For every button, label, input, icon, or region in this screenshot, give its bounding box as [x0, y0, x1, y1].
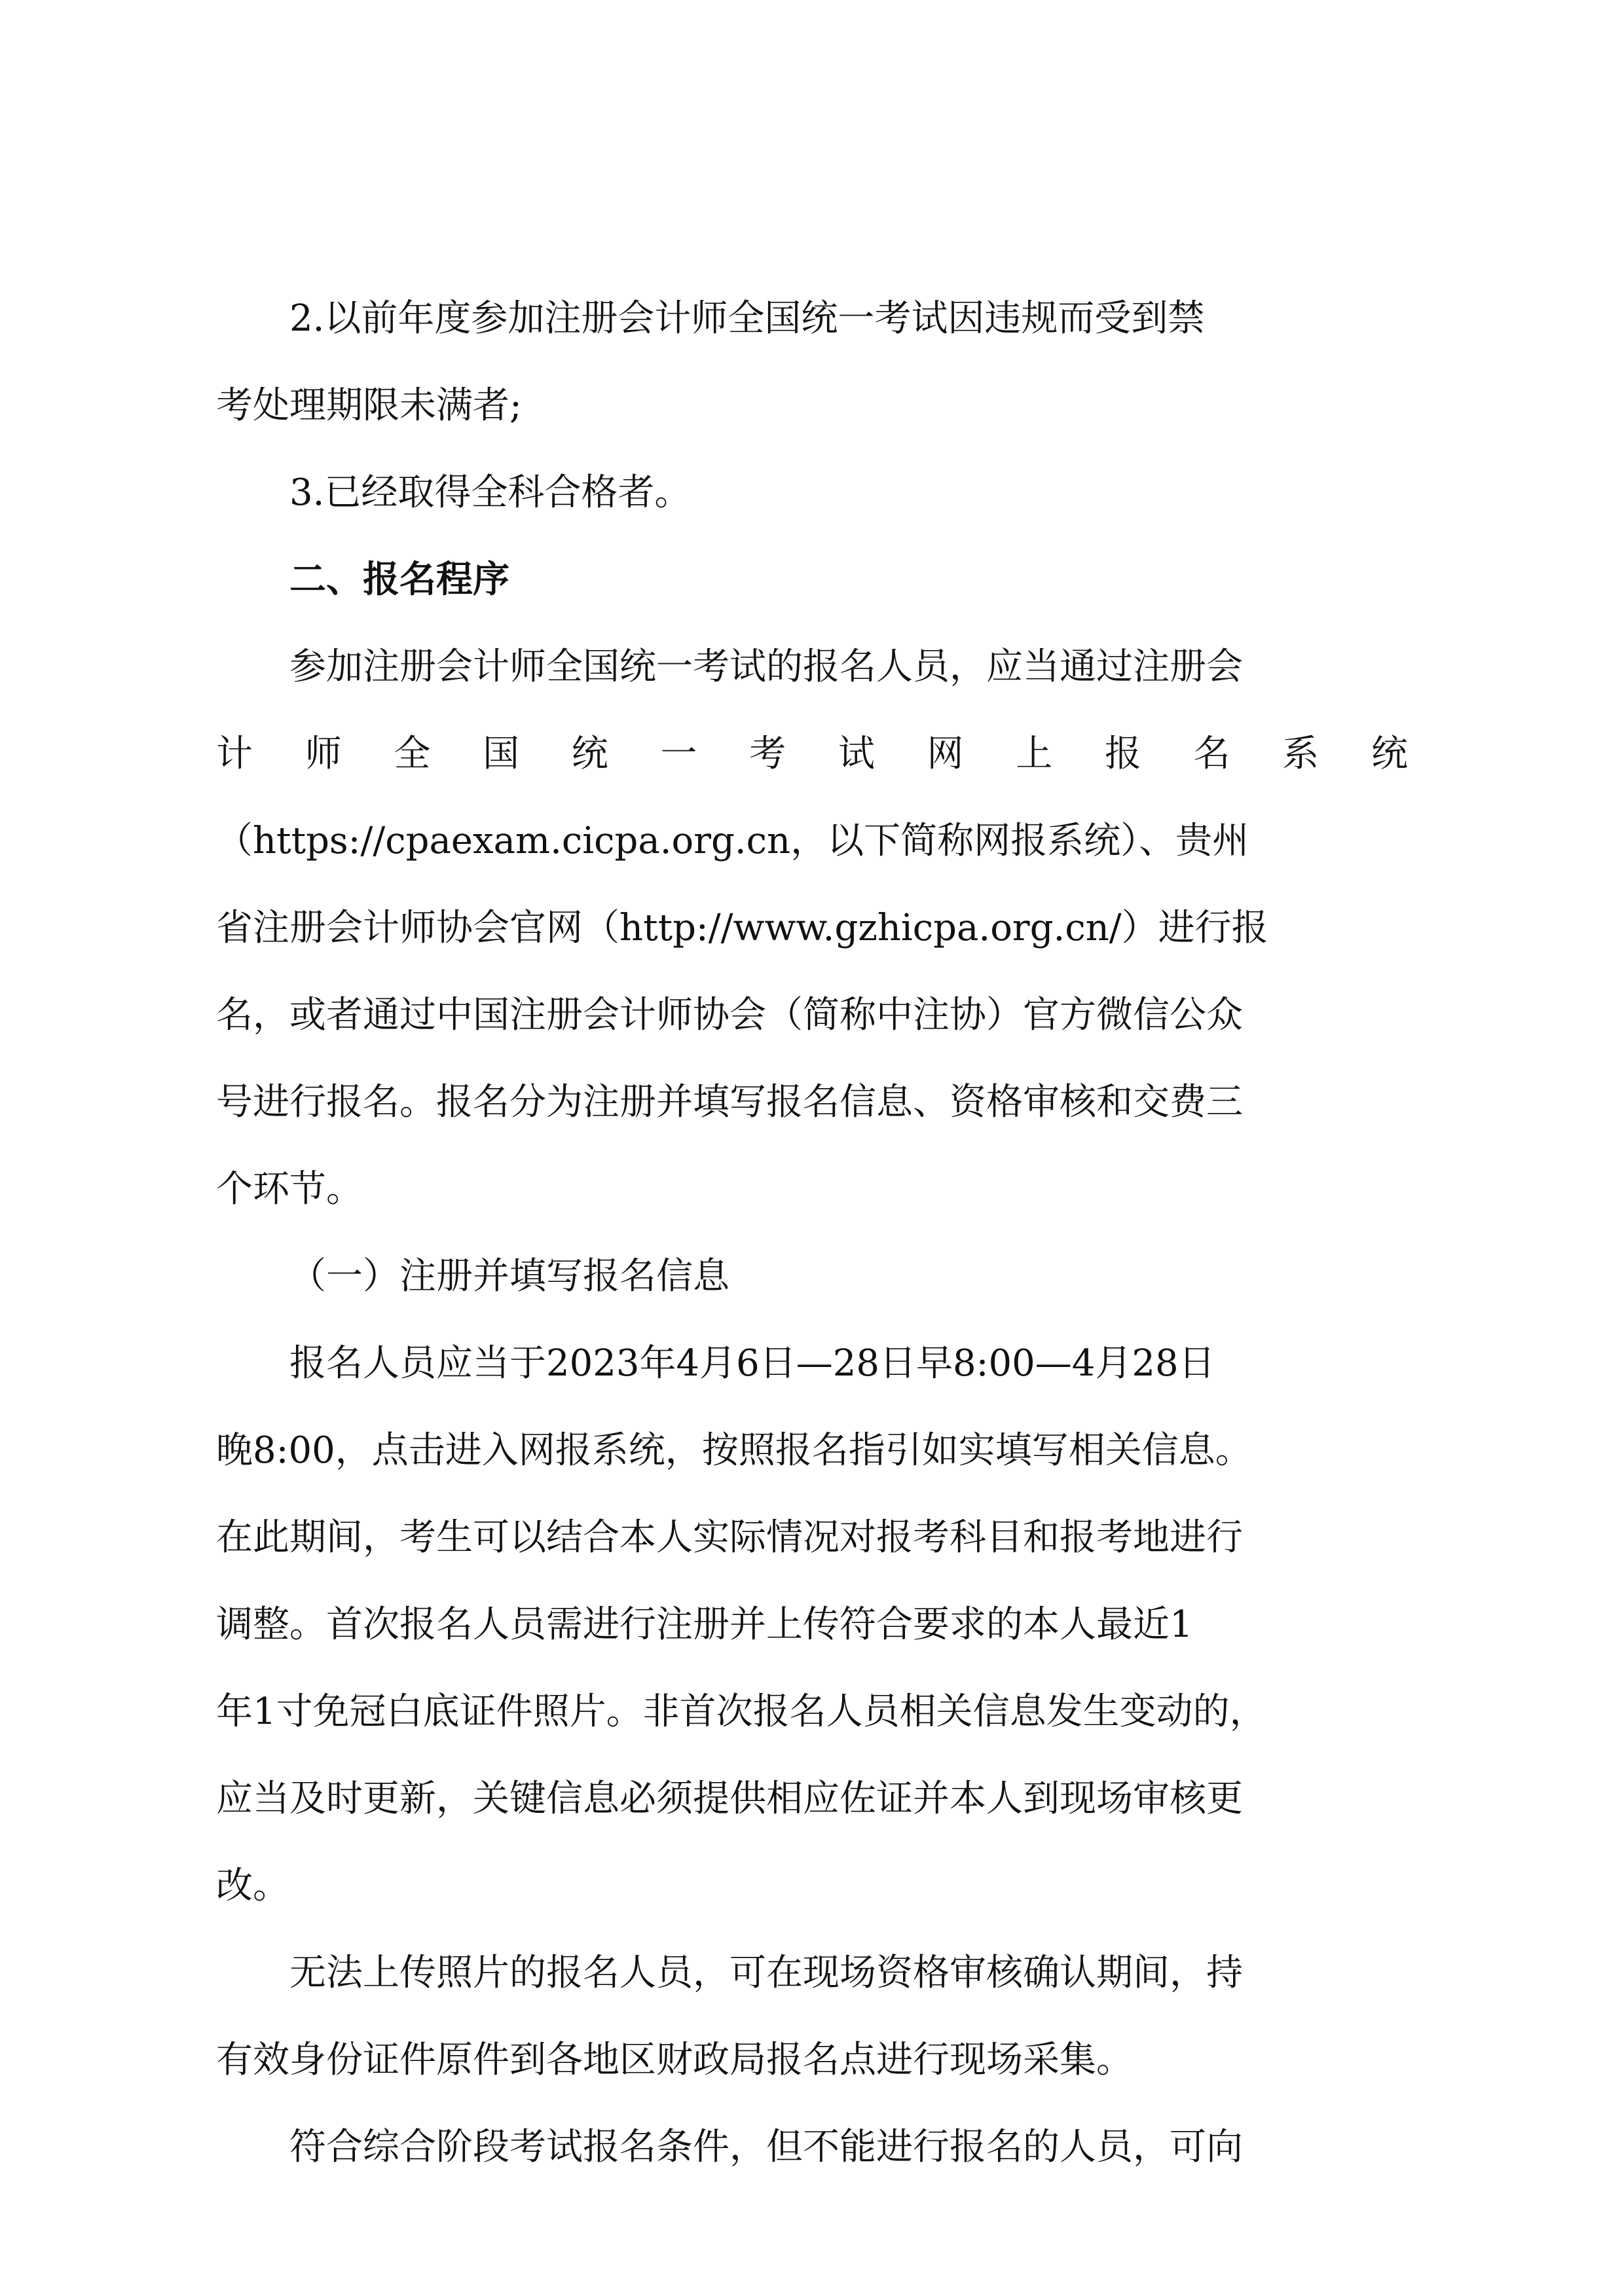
spread-char: 师 — [304, 733, 342, 775]
text-line: 报名人员应当于2023年4月6日—28日早8:00—4月28日 — [289, 1342, 1215, 1385]
section-heading: 二、报名程序 — [289, 558, 509, 601]
text-line: 考处理期限未满者; — [216, 384, 522, 427]
spread-char: 名 — [1193, 733, 1230, 775]
spread-text-line — [216, 710, 1408, 797]
text-line: 应当及时更新，关键信息必须提供相应佐证并本人到现场审核更 — [216, 1777, 1243, 1820]
text-line: 个环节。 — [216, 1168, 363, 1211]
text-line: 2.以前年度参加注册会计师全国统一考试因违规而受到禁 — [289, 297, 1205, 340]
spread-char: 报 — [1104, 733, 1141, 775]
text-line: 调整。首次报名人员需进行注册并上传符合要求的本人最近1 — [216, 1603, 1193, 1646]
text-line: 改。 — [216, 1865, 289, 1907]
spread-char: 一 — [660, 733, 697, 775]
text-line: （https://cpaexam.cicpa.org.cn，以下简称网报系统）、贵州 — [216, 820, 1249, 862]
spread-char: 网 — [927, 733, 964, 775]
spread-char: 国 — [483, 733, 520, 775]
text-line: 号进行报名。报名分为注册并填写报名信息、资格审核和交费三 — [216, 1081, 1243, 1123]
spread-char: 系 — [1282, 733, 1320, 775]
spread-char: 上 — [1016, 733, 1053, 775]
spread-char: 试 — [838, 733, 875, 775]
text-line: 在此期间，考生可以结合本人实际情况对报考科目和报考地进行 — [216, 1516, 1243, 1559]
text-line: 省注册会计师协会官网（http://www.gzhicpa.org.cn/）进行报 — [216, 907, 1268, 949]
spread-char: 全 — [394, 733, 431, 775]
spread-char: 考 — [749, 733, 786, 775]
text-line: 3.已经取得全科合格者。 — [289, 471, 692, 514]
document-page — [216, 275, 1408, 2191]
text-line: 参加注册会计师全国统一考试的报名人员，应当通过注册会 — [289, 646, 1243, 688]
text-line: 名，或者通过中国注册会计师协会（简称中注协）官方微信公众 — [216, 994, 1243, 1036]
text-line: 晚8:00，点击进入网报系统，按照报名指引如实填写相关信息。 — [216, 1429, 1252, 1472]
subsection-heading: （一）注册并填写报名信息 — [289, 1255, 729, 1298]
text-line: 有效身份证件原件到各地区财政局报名点进行现场采集。 — [216, 2039, 1133, 2081]
text-line: 年1寸免冠白底证件照片。非首次报名人员相关信息发生变动的， — [216, 1690, 1266, 1733]
spread-char: 计 — [216, 733, 253, 775]
text-line: 无法上传照片的报名人员，可在现场资格审核确认期间，持 — [289, 1952, 1243, 1994]
spread-char: 统 — [571, 733, 608, 775]
spread-char: 统 — [1371, 733, 1408, 775]
text-line: 符合综合阶段考试报名条件，但不能进行报名的人员，可向 — [289, 2126, 1243, 2168]
